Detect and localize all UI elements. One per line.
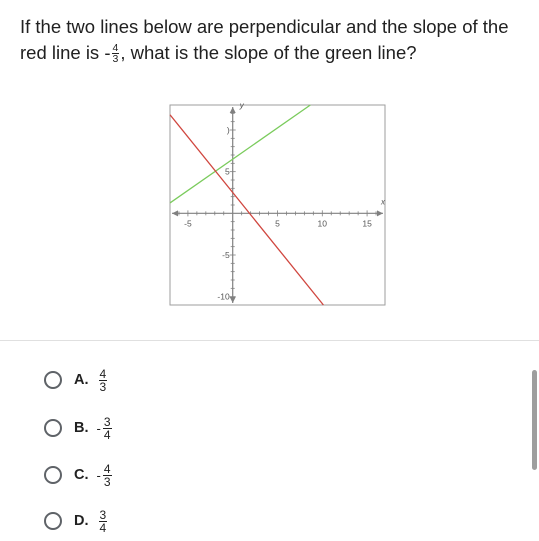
graph-frame — [170, 105, 385, 305]
question-text-before: If the two lines below are perpendicular and the slope of the red line is — [20, 16, 509, 63]
option-letter: A. — [74, 372, 89, 388]
y-tick-label: -5 — [222, 250, 230, 260]
x-tick-label: -5 — [184, 218, 192, 229]
option-value — [97, 416, 113, 441]
question-text-after: , what is the slope of the green line? — [120, 42, 417, 63]
slope-sign: - — [104, 42, 111, 63]
option-denominator: 3 — [99, 379, 107, 394]
option-letter: D. — [74, 513, 89, 529]
radio-circle-icon[interactable] — [44, 466, 62, 484]
option-numerator: 4 — [99, 366, 107, 381]
option-denominator: 3 — [103, 474, 111, 489]
option-sign: - — [96, 467, 101, 483]
radio-circle-icon[interactable] — [44, 371, 62, 389]
option-denominator: 4 — [99, 520, 107, 535]
option-c[interactable] — [44, 460, 113, 490]
scrollbar[interactable] — [532, 370, 537, 470]
option-denominator: 4 — [103, 427, 111, 442]
coordinate-graph — [160, 95, 396, 320]
option-b[interactable] — [44, 413, 113, 443]
option-numerator: 3 — [99, 507, 107, 522]
radio-circle-icon[interactable] — [44, 512, 62, 530]
radio-circle-icon[interactable] — [44, 419, 62, 437]
option-fraction — [99, 368, 108, 393]
x-tick-label: 15 — [362, 218, 372, 229]
option-value — [97, 509, 109, 534]
option-letter: B. — [74, 420, 89, 436]
y-tick-label: 5 — [224, 166, 230, 177]
graph-svg — [160, 95, 396, 320]
y-tick-label: -10 — [217, 291, 230, 302]
option-sign: - — [96, 420, 101, 436]
option-value — [97, 368, 109, 393]
option-fraction — [103, 416, 112, 441]
option-letter: C. — [74, 467, 89, 483]
option-fraction — [99, 509, 108, 534]
option-fraction — [103, 463, 112, 488]
y-tick-label-partial: ) — [226, 125, 230, 135]
red-slope-fraction — [112, 43, 120, 64]
option-value — [97, 463, 113, 488]
x-tick-label: 5 — [275, 218, 280, 229]
y-axis-label: y — [239, 101, 244, 110]
x-axis-label: x — [381, 197, 385, 207]
divider — [0, 340, 539, 341]
x-tick-label: 10 — [317, 218, 328, 229]
red-slope-numerator: 4 — [112, 41, 119, 54]
option-numerator: 4 — [103, 461, 111, 476]
option-d[interactable] — [44, 506, 108, 536]
option-numerator: 3 — [103, 414, 111, 429]
option-a[interactable] — [44, 365, 108, 395]
red-slope-denominator: 3 — [112, 52, 119, 65]
question-text — [20, 14, 520, 66]
